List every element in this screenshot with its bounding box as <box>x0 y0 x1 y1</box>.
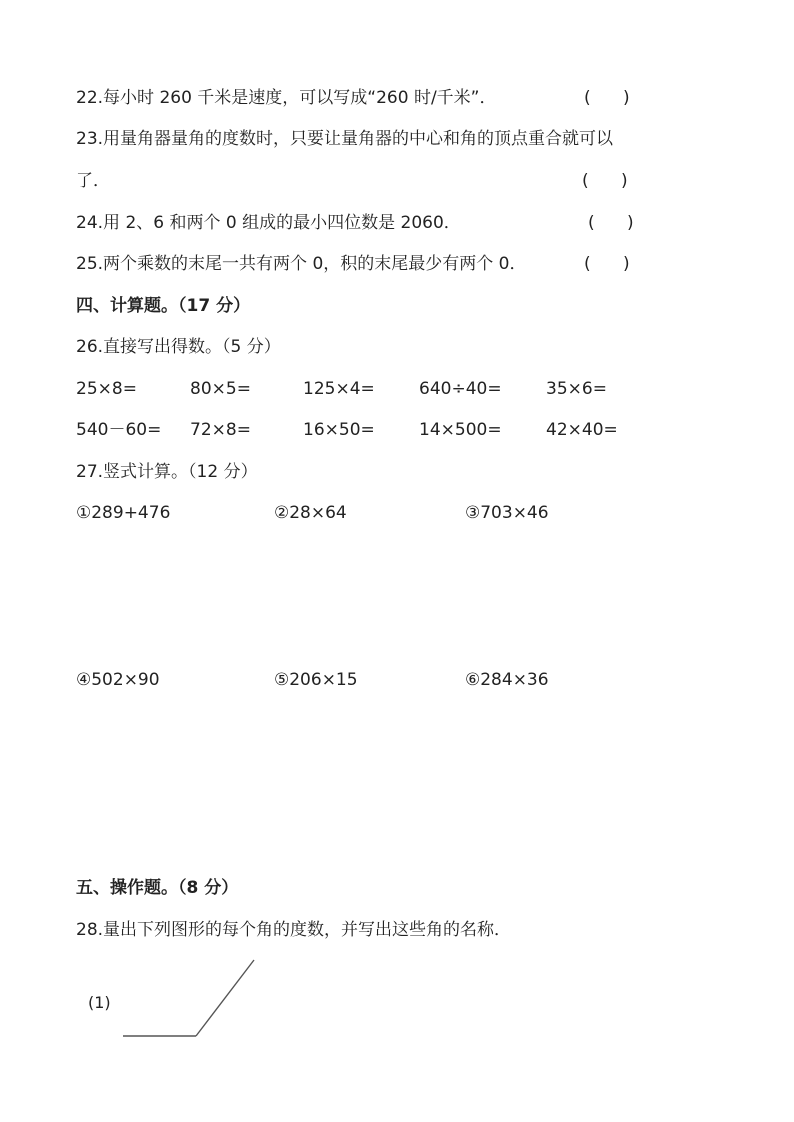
q26-item: 540－60= <box>76 420 162 440</box>
q27-item: ⑥284×36 <box>465 670 549 690</box>
q28-title: 28.量出下列图形的每个角的度数，并写出这些角的名称． <box>76 920 512 940</box>
q26-item: 16×50= <box>303 420 375 440</box>
figure1-label: (1) <box>88 993 111 1012</box>
q27-title: 27.竖式计算。（12 分） <box>76 462 258 482</box>
q27-item: ③703×46 <box>465 503 549 523</box>
section4-title: 四、计算题。（17 分） <box>76 296 251 316</box>
q26-title: 26.直接写出得数。（5 分） <box>76 337 281 357</box>
q25-answer-paren[interactable]: ( ) <box>584 254 630 274</box>
q26-item: 42×40= <box>546 420 618 440</box>
q26-item: 640÷40= <box>419 379 502 399</box>
q27-item: ⑤206×15 <box>274 670 358 690</box>
q26-item: 25×8= <box>76 379 137 399</box>
q22-answer-paren[interactable]: ( ) <box>584 88 630 108</box>
section5-title: 五、操作题。（8 分） <box>76 878 239 898</box>
q23-answer-paren[interactable]: ( ) <box>582 171 628 191</box>
q26-item: 35×6= <box>546 379 607 399</box>
q26-item: 80×5= <box>190 379 251 399</box>
q27-item: ②28×64 <box>274 503 347 523</box>
q22-text: 22.每小时 260 千米是速度，可以写成“260 时/千米”． <box>76 88 497 108</box>
q26-item: 14×500= <box>419 420 502 440</box>
q23-text-line2: 了． <box>76 171 110 191</box>
q26-item: 72×8= <box>190 420 251 440</box>
q27-item: ①289+476 <box>76 503 171 523</box>
q24-answer-paren[interactable]: ( ) <box>588 213 634 233</box>
q26-item: 125×4= <box>303 379 375 399</box>
angle-ray-slanted <box>196 960 254 1036</box>
q24-text: 24.用 2、6 和两个 0 组成的最小四位数是 2060． <box>76 213 461 233</box>
q25-text: 25.两个乘数的末尾一共有两个 0，积的末尾最少有两个 0． <box>76 254 527 274</box>
q27-item: ④502×90 <box>76 670 160 690</box>
q23-text-line1: 23.用量角器量角的度数时，只要让量角器的中心和角的顶点重合就可以 <box>76 129 614 149</box>
